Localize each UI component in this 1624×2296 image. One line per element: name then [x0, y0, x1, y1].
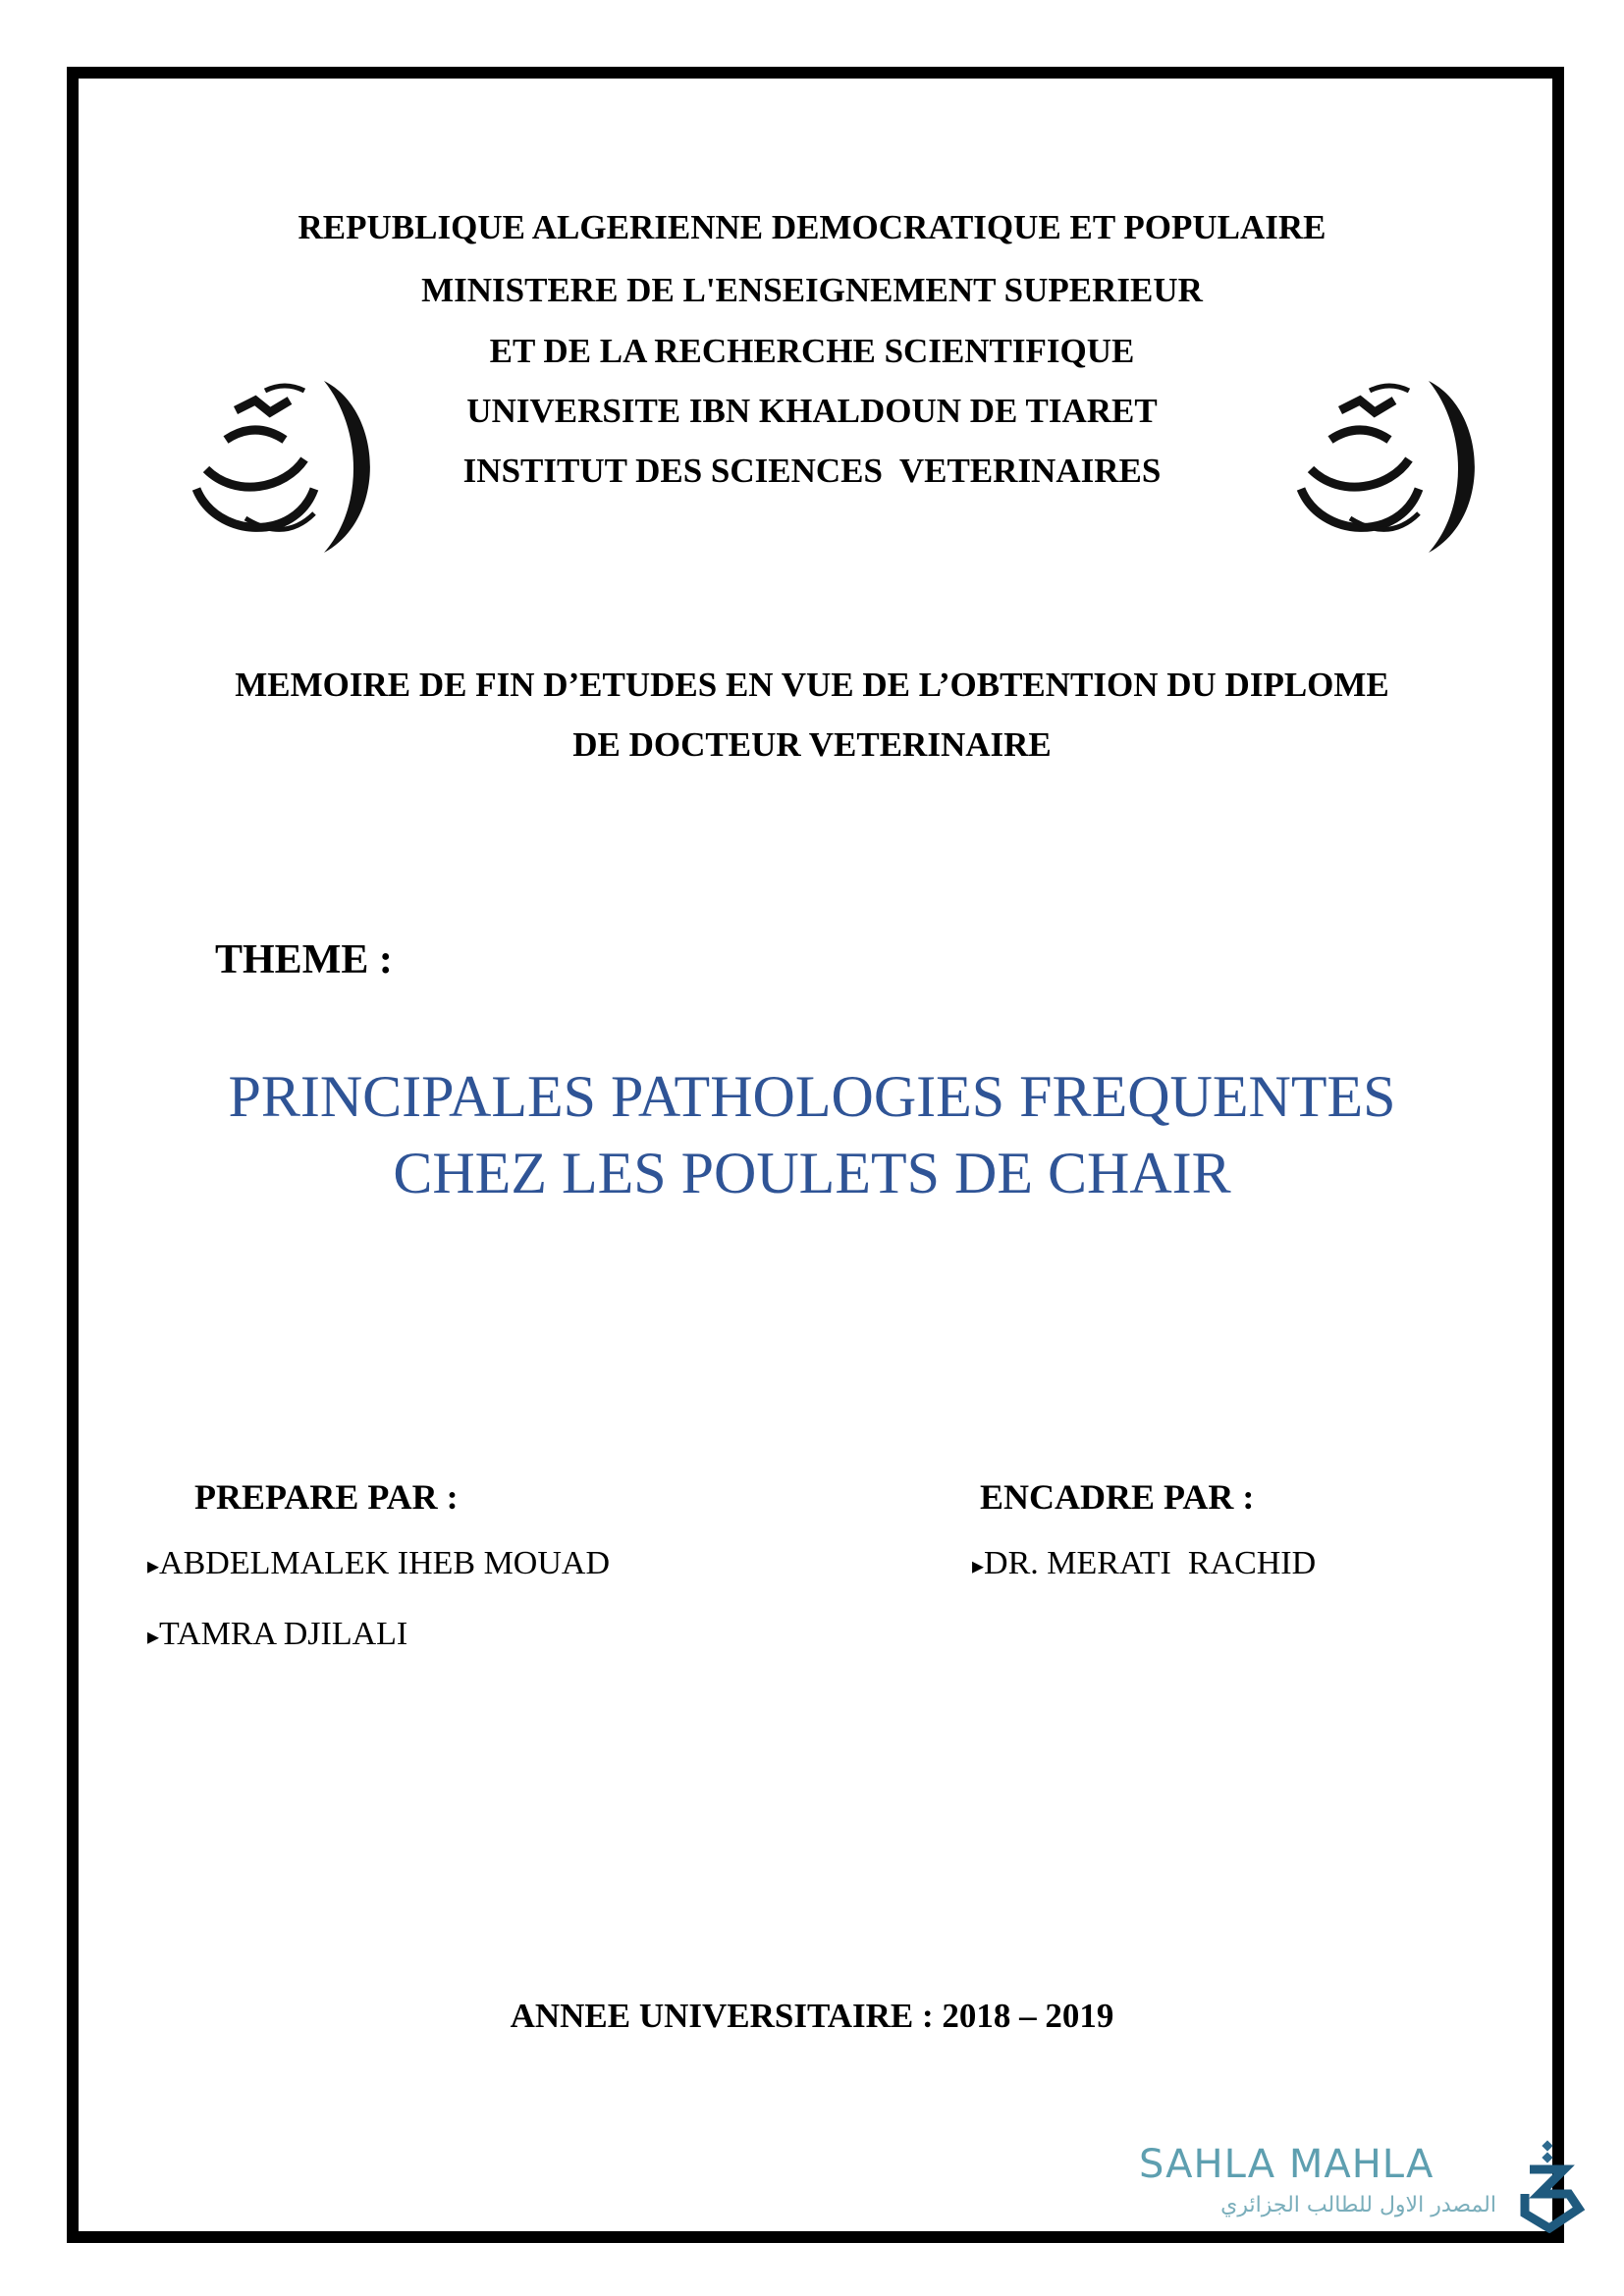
thesis-title-line-1: PRINCIPALES PATHOLOGIES FREQUENTES	[228, 1064, 1396, 1129]
watermark	[1139, 2140, 1591, 2233]
university-line: UNIVERSITE IBN KHALDOUN DE TIARET	[466, 392, 1158, 430]
institute-line: INSTITUT DES SCIENCES VETERINAIRES	[462, 452, 1162, 490]
bullet-icon: ▸	[147, 1554, 160, 1579]
theme-label: THEME :	[215, 937, 393, 983]
prepared-by-label: PREPARE PAR :	[194, 1477, 459, 1517]
thesis-title-line-2: CHEZ LES POULETS DE CHAIR	[393, 1141, 1231, 1205]
memoire-line-2: DE DOCTEUR VETERINAIRE	[572, 725, 1052, 764]
author-1: ▸ABDELMALEK IHEB MOUAD	[147, 1545, 611, 1581]
author-2: ▸TAMRA DJILALI	[147, 1616, 408, 1652]
bullet-icon: ▸	[972, 1554, 985, 1579]
republic-line: REPUBLIQUE ALGERIENNE DEMOCRATIQUE ET POPULAIRE	[298, 208, 1326, 246]
supervisor-1: ▸DR. MERATI RACHID	[972, 1545, 1317, 1581]
university-logo-left	[177, 371, 393, 558]
memoire-line-1: MEMOIRE DE FIN D’ETUDES EN VUE DE L’OBTENTION DU DIPLOME	[235, 666, 1389, 704]
university-logo-right	[1281, 371, 1497, 558]
research-line: ET DE LA RECHERCHE SCIENTIFIQUE	[489, 332, 1135, 370]
supervised-by-label: ENCADRE PAR :	[980, 1477, 1255, 1517]
bullet-icon: ▸	[147, 1625, 160, 1650]
ministry-line: MINISTERE DE L'ENSEIGNEMENT SUPERIEUR	[421, 271, 1203, 309]
watermark-name: SAHLA MAHLA	[1139, 2142, 1435, 2187]
watermark-logo-icon	[1510, 2140, 1589, 2233]
watermark-tagline: المصدر الاول للطالب الجزائري	[1220, 2193, 1496, 2217]
academic-year: ANNEE UNIVERSITAIRE : 2018 – 2019	[510, 1997, 1114, 2035]
